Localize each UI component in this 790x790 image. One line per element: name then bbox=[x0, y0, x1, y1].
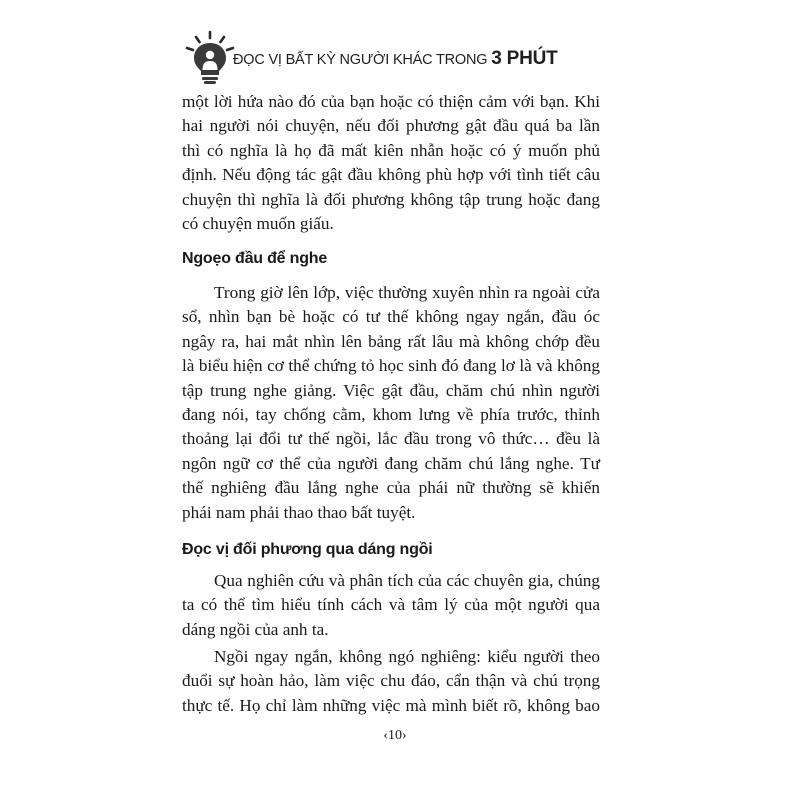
text-line: một lời hứa nào đó của bạn hoặc có thiện cảm với bạn. Khi bbox=[182, 92, 600, 111]
page-number-right-mark: › bbox=[402, 728, 407, 743]
section-2-paragraph-2 bbox=[182, 645, 600, 718]
section-heading-2: Đọc vị đối phương qua dáng ngồi bbox=[182, 541, 433, 558]
text-line: Trong giờ lên lớp, việc thường xuyên nhìn ra ngoài cửa bbox=[214, 283, 600, 302]
section-2-paragraph-1 bbox=[182, 569, 600, 642]
text-line: Ngồi ngay ngắn, không ngó nghiêng: kiểu người theo bbox=[214, 647, 600, 666]
text-line: có chuyện muốn giấu. bbox=[182, 214, 334, 234]
text-line: đuổi sự hoàn hảo, làm việc chu đáo, cẩn thận và chú trọng bbox=[182, 671, 600, 691]
text-line: thế nghiêng đầu lắng nghe của phái nữ thường sẽ khiến bbox=[182, 478, 600, 498]
text-line: đang nói, tay chống cằm, khom lưng về phía trước, thỉnh bbox=[182, 405, 600, 425]
running-head bbox=[233, 48, 558, 70]
page-number-left-mark: ‹ bbox=[383, 728, 388, 743]
text-line: định. Nếu động tác gật đầu không phù hợp với tình tiết câu bbox=[182, 165, 600, 185]
lightbulb-icon bbox=[182, 30, 238, 86]
page-header bbox=[182, 30, 602, 84]
text-line: thì có nghĩa là họ đã mất kiên nhẫn hoặc có ý muốn phủ bbox=[182, 140, 600, 160]
text-line: dáng ngồi của anh ta. bbox=[182, 619, 329, 639]
page-number bbox=[0, 728, 790, 744]
text-line: thực tế. Họ chỉ làm những việc mà mình biết rõ, không bao bbox=[182, 695, 600, 715]
section-heading-1: Ngoẹo đầu để nghe bbox=[182, 250, 328, 267]
text-line: ngây ra, hai mắt nhìn lên bảng rất lâu mà không chớp đều bbox=[182, 331, 600, 351]
section-1-body bbox=[182, 281, 600, 525]
running-head-text: ĐỌC VỊ BẤT KỲ NGƯỜI KHÁC TRONG bbox=[233, 52, 488, 68]
text-line: sổ, nhìn bạn bè hoặc có tư thế không ngay ngắn, đầu óc bbox=[182, 307, 600, 327]
text-line: tập trung nghe giảng. Việc gật đầu, chăm chú nhìn người bbox=[182, 380, 600, 400]
text-line: phái nam phải thao thao bất tuyệt. bbox=[182, 502, 416, 522]
paragraph-1 bbox=[182, 90, 600, 236]
running-head-emphasis: 3 PHÚT bbox=[491, 48, 558, 69]
text-line: ta có thể tìm hiểu tính cách và tâm lý của một người qua bbox=[182, 595, 600, 615]
text-line: thoảng lại đổi tư thế ngồi, lắc đầu trong vô thức… đều là bbox=[182, 429, 600, 449]
text-line: ngôn ngữ cơ thể của người đang chăm chú lắng nghe. Tư bbox=[182, 453, 600, 473]
text-line: Qua nghiên cứu và phân tích của các chuyên gia, chúng bbox=[214, 571, 600, 590]
page-number-value: 10 bbox=[388, 728, 402, 743]
text-line: chuyện thì nghĩa là đối phương không tập trung hoặc đang bbox=[182, 189, 600, 209]
text-line: hai người nói chuyện, nếu đối phương gật đầu quá ba lần bbox=[182, 116, 600, 136]
text-line: là biểu hiện cơ thể chứng tỏ học sinh đó đang lơ là và không bbox=[182, 356, 600, 376]
